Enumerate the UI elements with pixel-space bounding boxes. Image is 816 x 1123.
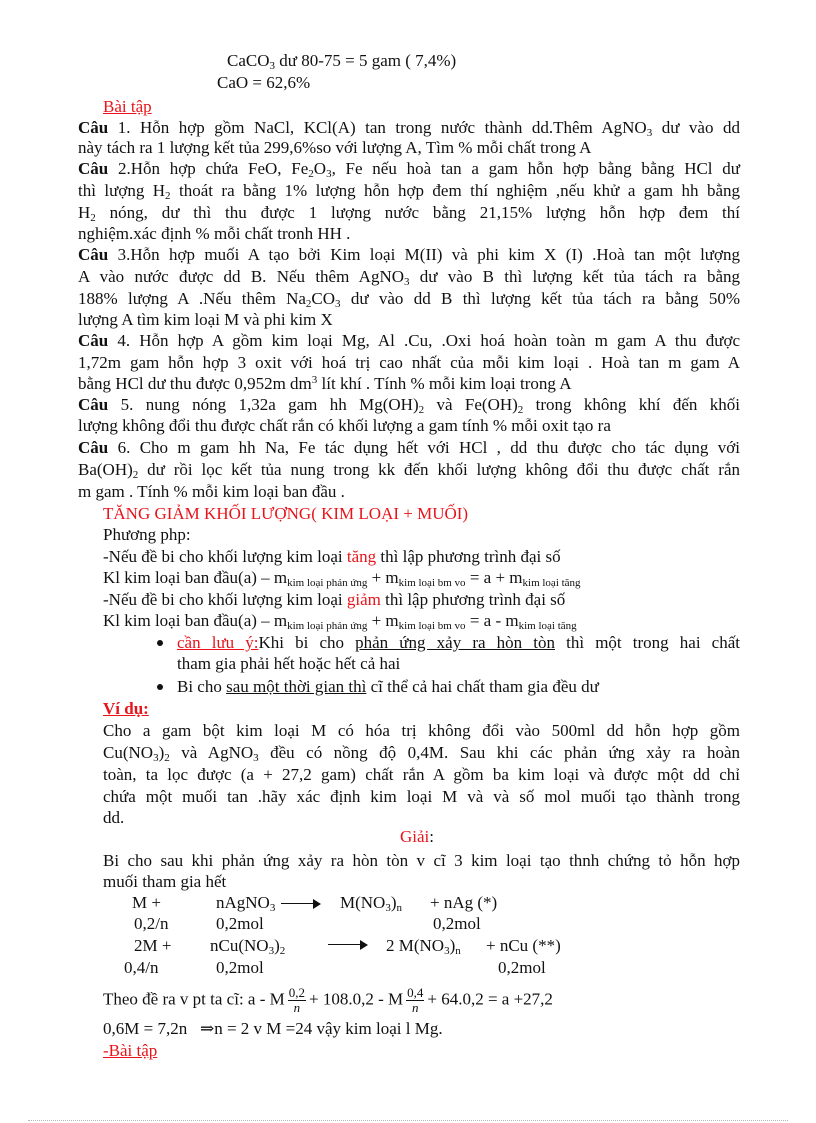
cau-3-line-3: 188% lượng A .Nếu thêm $Na_2CO_3$ dư vào dd B thì lượng kết tủa tách ra bằng 50% [78,289,740,310]
example-line-2: $Cu(NO_3)_2$ và AgNO$_3$ đều có nồng độ 0,4M. Sau khi các phản ứng xảy ra hoàn [103,743,740,764]
reaction-2-mol-c: 0,2mol [498,958,546,977]
cau-3-line-2: A vào nước được dd B. Nếu thêm AgNO$_3$ dư vào B thì lượng kết tủa tách ra bằng [78,267,740,288]
reaction-1-mol-c: 0,2mol [433,914,481,933]
reaction-2-reactant-m: 2M + [134,936,172,955]
method-formula-1: Kl kim loại ban đầu(a) – $m_{kim loại phản ứng} + m_{kim loại bm vo} = a + m_{kim loại tăng}$ [103,568,581,589]
cau-4-line-1: Câu 4. Hỗn hợp A gồm kim loại Mg, Al .Cu, .Oxi hoá hoàn toàn m gam A thu được [78,331,740,350]
method-label: Phương php: [103,525,191,544]
reaction-2-cuno3: $nCu(NO_3)_2$ [210,936,286,957]
bullet-icon [157,684,163,690]
arrow-icon [281,899,321,909]
bullet-icon [157,640,163,646]
reaction-2-product: 2 $M(NO_3)_n$ [386,936,461,957]
example-line-4: chứa một muối tan .hãy xác định kim loại M và và số mol muối tạo thành trong [103,787,740,806]
example-line-3: toàn, ta lọc được (a + 27,2 gam) chất rắn A gồm ba kim loại và được một dd chỉ [103,765,740,784]
caco3-line: CaCO$_3$ dư 80-75 = 5 gam ( 7,4%) [227,51,457,72]
section-title: TĂNG GIẢM KHỐI LƯỢNG( KIM LOẠI + MUỐI) [103,504,469,523]
cau-3-line-4: lượng A tìm kim loại M và phi kim X [78,310,333,329]
cao-line: CaO = 62,6% [217,73,311,92]
reaction-2-mol-b: 0,2mol [216,958,264,977]
example-label: Ví dụ: [103,699,149,718]
example-line-5: dd. [103,808,125,827]
reaction-1-reactant-m: M + [132,893,161,912]
example-line-1: Cho a gam bột kim loại M có hóa trị không đổi vào 500ml dd hỗn hợp gồm [103,721,740,740]
note-1-line-1: cần lưu ý:Khi bi cho phản ứng xảy ra hòn tòn thì một trong hai chất [177,633,740,652]
equation-line: Theo đề ra v pt ta cĩ: a - M $\frac{0,2}{n}$ + 108.0,2 - M $\frac{0,4}{n}$ + 64.0,2 = a +27,2 [103,985,553,1015]
reaction-1-tail: + nAg (*) [430,893,498,912]
reaction-1-agno3: nAgNO$_3$ [216,892,327,914]
bai-tap-end: -Bài tập [103,1041,158,1060]
page-bottom-divider [28,1120,788,1121]
cau-4-line-3: bằng HCl dư thu được 0,952m $dm^3$ lít khí . Tính % mỗi kim loại trong A [78,374,572,393]
method-line-1: -Nếu đề bi cho khối lượng kim loại tăng thì lập phương trình đại số [103,547,561,566]
cau-2-line-1: Câu 2.Hỗn hợp chứa FeO, $Fe_2O_3$, Fe nếu hoà tan a gam hỗn hợp bằng bằng HCl dư [78,159,740,180]
final-line: 0,6M = 7,2n ⇒n = 2 v M =24 vậy kim loại l Mg. [103,1019,443,1038]
reaction-2-tail: + nCu (**) [486,936,561,955]
cau-6-line-3: m gam . Tính % mỗi kim loại ban đầu . [78,482,345,501]
implies-icon: ⇒ [199,1019,215,1038]
solution-line-2: muối tham gia hết [103,872,227,891]
cau-1-line-2: này tách ra 1 lượng kết tủa 299,6%so với lượng A, Tìm % mỗi chất trong A [78,138,592,157]
cau-5-line-1: Câu 5. nung nóng 1,32a gam hh $Mg(OH)_2$ và $Fe(OH)_2$ trong không khí đến khối [78,395,740,416]
note-1-line-2: tham gia phải hết hoặc hết cả hai [177,654,401,673]
arrow-icon [328,940,368,950]
reaction-1-mol-a: 0,2/n [134,914,169,933]
method-line-2: -Nếu đề bi cho khối lượng kim loại giảm thì lập phương trình đại số [103,590,566,609]
bai-tap-heading: Bài tập [103,97,152,116]
cau-2-line-3: $H_2$ nóng, dư thì thu được 1 lượng nước bằng 21,15% lượng hỗn hợp đem thí [78,203,740,224]
reaction-2-mol-a: 0,4/n [124,958,159,977]
reaction-1-mol-b: 0,2mol [216,914,264,933]
solution-line-1: Bi cho sau khi phản ứng xảy ra hòn tòn v cĩ 3 kim loại tạo thnh chứng tỏ hỗn hợp [103,851,740,870]
method-formula-2: Kl kim loại ban đầu(a) – $m_{kim loại phản ứng} + m_{kim loại bm vo} = a - m_{kim loại tăng}$ [103,611,577,632]
cau-3-line-1: Câu 3.Hỗn hợp muối A tạo bởi Kim loại M(II) và phi kim X (I) .Hoà tan một lượng [78,245,740,264]
cau-2-line-2: thì lượng $H_2$ thoát ra bằng 1% lượng hỗn hợp đem thí nghiệm ,nếu khử a gam hh bằng [78,181,740,202]
solution-label: Giải: [400,827,435,846]
fraction: $\frac{0,2}{n}$ [288,985,305,1015]
cau-6-line-1: Câu 6. Cho m gam hh Na, Fe tác dụng hết với HCl , dd thu được cho tác dụng với [78,438,740,457]
fraction: $\frac{0,4}{n}$ [407,985,424,1015]
cau-6-line-2: $Ba(OH)_2$ dư rồi lọc kết tủa nung trong kk đến khối lượng không đổi thu được chất rắn [78,460,740,481]
cau-1-line-1: Câu 1. Hỗn hợp gồm NaCl, KCl(A) tan trong nước thành dd.Thêm AgNO$_3$ dư vào dd [78,118,740,139]
note-2: Bi cho sau một thời gian thì cĩ thể cả hai chất tham gia đều dư [177,677,599,696]
cau-2-line-4: nghiệm.xác định % mỗi chất tronh HH . [78,224,351,243]
cau-4-line-2: 1,72m gam hỗn hợp 3 oxit với hoá trị cao nhất của mỗi kim loại . Hoà tan m gam A [78,353,740,372]
reaction-1-product: $M(NO_3)_n$ [340,893,403,914]
cau-5-line-2: lượng không đổi thu được chất rắn có khối lượng a gam tính % mỗi oxit tạo ra [78,416,611,435]
